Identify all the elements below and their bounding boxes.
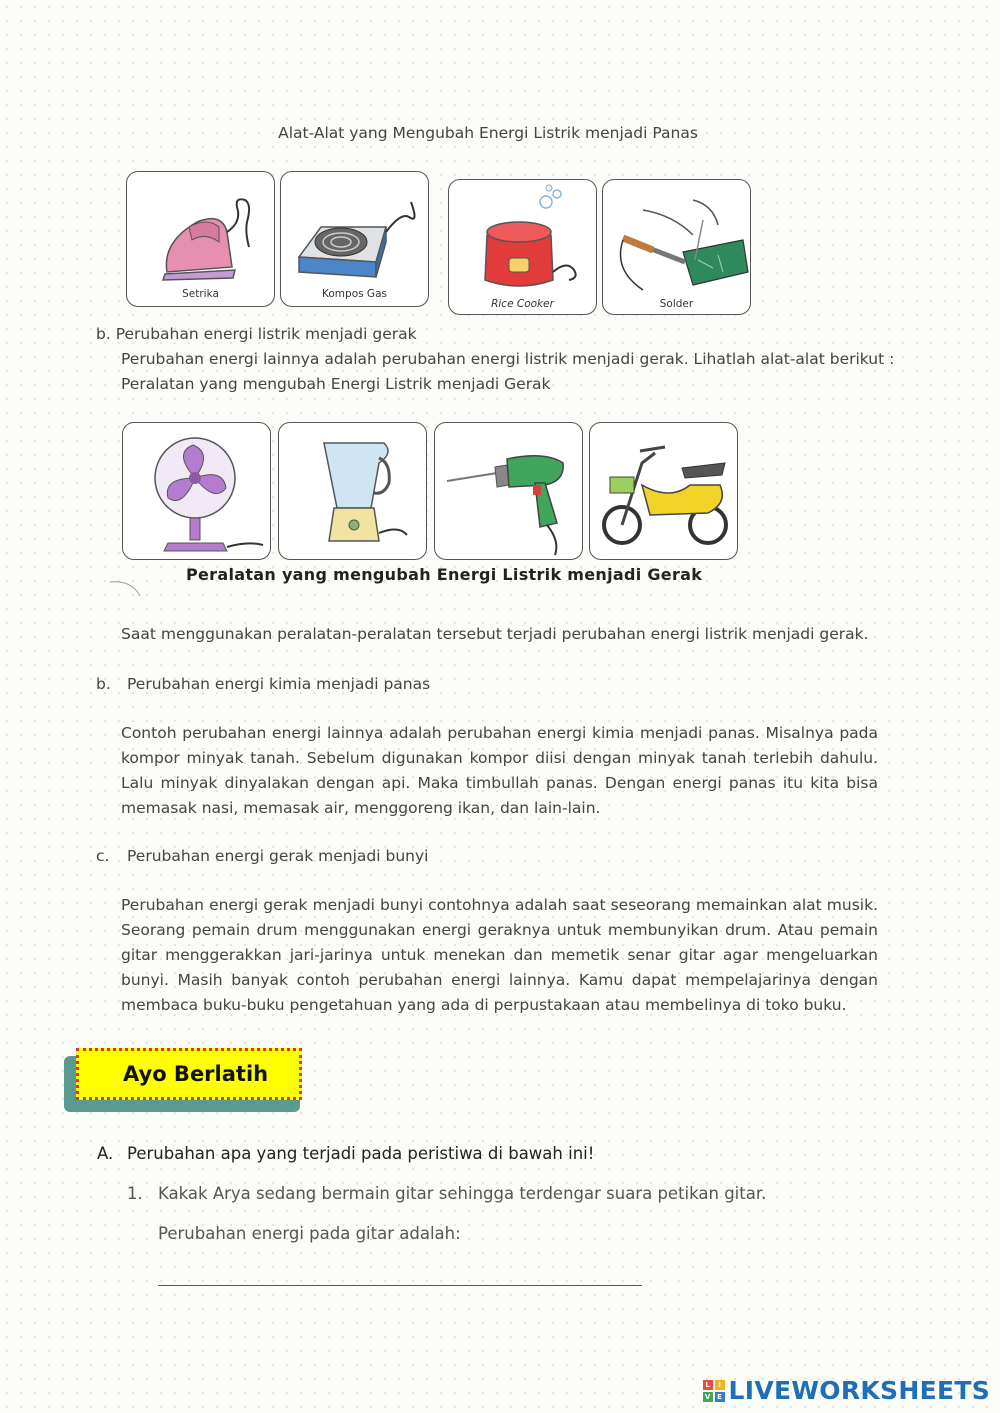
figure-caption: Peralatan yang mengubah Energi Listrik menjadi Gerak xyxy=(186,565,703,584)
device-card-scooter xyxy=(589,422,738,560)
iron-icon xyxy=(127,172,274,306)
blender-icon xyxy=(279,423,426,559)
device-card-kompor xyxy=(280,171,429,307)
device-label: Kompos Gas xyxy=(322,288,387,300)
exercise-instruction: Perubahan apa yang terjadi pada peristiwa di bawah ini! xyxy=(127,1144,595,1163)
sound-heading: Perubahan energi gerak menjadi bunyi xyxy=(127,847,429,865)
device-label: Rice Cooker xyxy=(491,298,554,310)
answer-input[interactable] xyxy=(158,1258,646,1286)
logo-blocks-icon: L I V E xyxy=(703,1380,725,1402)
decorative-curve-icon xyxy=(108,578,148,600)
logo-text: LIVEWORKSHEETS xyxy=(728,1376,990,1405)
practice-banner xyxy=(76,1048,302,1100)
answer-prompt: Perubahan energi pada gitar adalah: xyxy=(158,1224,461,1243)
device-card-rice-cooker xyxy=(448,179,597,315)
device-label: Solder xyxy=(659,298,694,310)
device-card-blender xyxy=(278,422,427,560)
rice-cooker-icon xyxy=(449,180,596,314)
drill-icon xyxy=(435,423,582,559)
motion-intro: Perubahan energi lainnya adalah perubahan energi listrik menjadi gerak. Lihatlah alat-alat berikut : xyxy=(121,350,895,368)
motion-conclusion: Saat menggunakan peralatan-peralatan tersebut terjadi perubahan energi listrik menjadi gerak. xyxy=(121,625,869,643)
sound-marker: c. xyxy=(96,847,110,865)
question-number: 1. xyxy=(127,1184,143,1203)
device-label: Setrika xyxy=(182,288,219,300)
stove-icon xyxy=(281,172,428,306)
scooter-icon xyxy=(590,423,737,559)
practice-banner-label: Ayo Berlatih xyxy=(123,1062,269,1086)
fan-icon xyxy=(123,423,270,559)
device-card-fan xyxy=(122,422,271,560)
exercise-marker: A. xyxy=(97,1144,114,1163)
answer-line xyxy=(158,1285,642,1286)
device-card-solder xyxy=(602,179,751,315)
liveworksheets-logo xyxy=(703,1376,990,1405)
chem-heading: Perubahan energi kimia menjadi panas xyxy=(127,675,431,693)
motion-heading: b. Perubahan energi listrik menjadi gerak xyxy=(96,325,417,343)
chem-body: Contoh perubahan energi lainnya adalah perubahan energi kimia menjadi panas. Misalnya pada kompor minyak tanah. Sebelum digunakan kompor diisi dengan minyak tanah terlebih dahulu. Lalu minyak dinyalakan dengan api. Maka timbullah panas. Dengan energi panas itu kita bisa memasak nasi, memasak air, menggoreng ikan, dan lain-lain. xyxy=(121,724,878,817)
device-card-setrika xyxy=(126,171,275,307)
device-card-drill xyxy=(434,422,583,560)
section-title: Alat-Alat yang Mengubah Energi Listrik menjadi Panas xyxy=(278,124,698,142)
question-text: Kakak Arya sedang bermain gitar sehingga terdengar suara petikan gitar. xyxy=(158,1184,767,1203)
soldering-icon xyxy=(603,180,750,314)
chem-marker: b. xyxy=(96,675,111,693)
motion-subtitle: Peralatan yang mengubah Energi Listrik menjadi Gerak xyxy=(121,375,551,393)
sound-body: Perubahan energi gerak menjadi bunyi contohnya adalah saat seseorang memainkan alat musik. Seorang pemain drum menggunakan energi geraknya untuk membunyikan drum. Atau pemain gitar menggerakkan jari-jarinya untuk menekan dan memetik senar gitar agar mengeluarkan bunyi. Masih banyak contoh perubahan energi lainnya. Kamu dapat mempelajarinya dengan membaca buku-buku pengetahuan yang ada di perpustakaan atau membelinya di toko buku. xyxy=(121,896,878,1014)
